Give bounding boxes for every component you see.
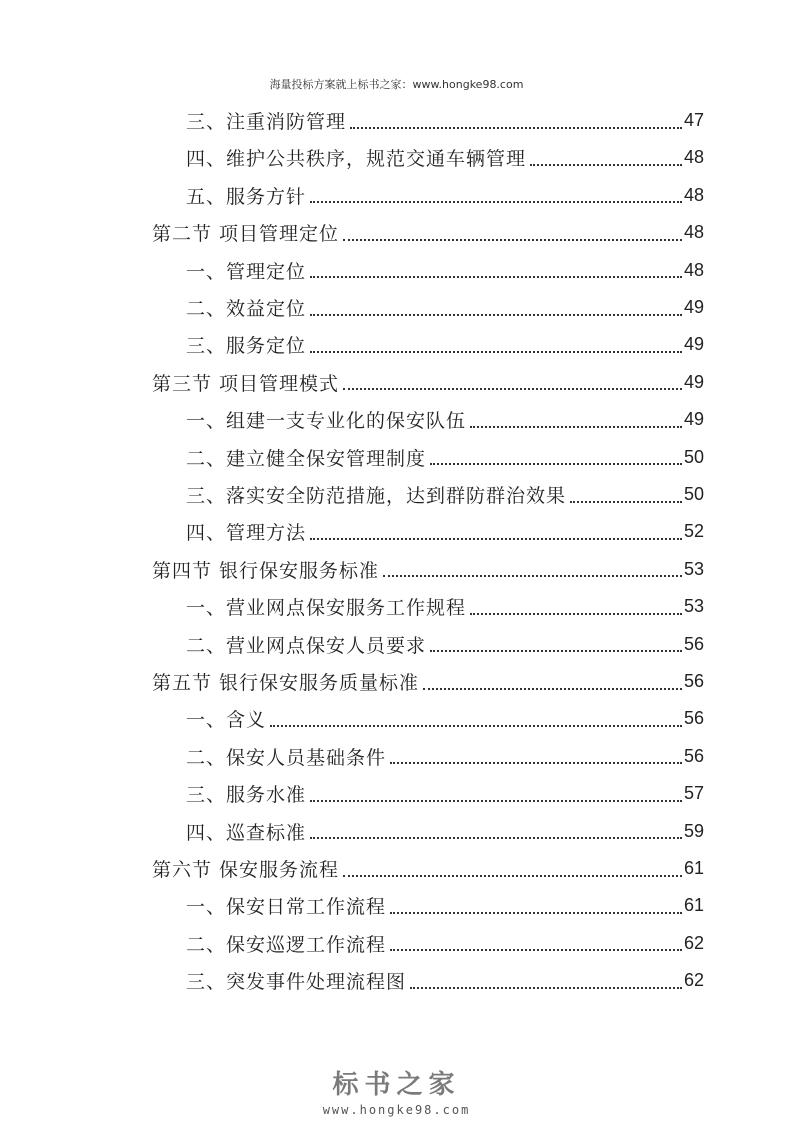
toc-dot-leader [310,341,682,353]
toc-page-number: 48 [683,222,704,243]
toc-dot-leader [430,453,682,465]
toc-entry[interactable] [186,738,704,775]
logo-title: 标书之家 [332,1070,461,1100]
toc-item-label: 一、管理定位 [186,260,307,283]
footer-logo [0,1064,793,1117]
toc-entry[interactable] [186,962,704,999]
toc-entry[interactable] [186,252,704,289]
toc-entry[interactable] [186,626,704,663]
toc-dot-leader [343,865,682,877]
toc-item-label: 一、保安日常工作流程 [186,896,387,919]
toc-dot-leader [470,603,682,615]
toc-entry[interactable] [186,813,704,850]
toc-dot-leader [310,266,682,278]
toc-dot-leader [310,790,682,802]
toc-page-number: 61 [683,895,704,916]
toc-dot-leader [383,565,682,577]
toc-entry[interactable] [186,775,704,812]
toc-dot-leader [350,117,682,129]
toc-item-label: 一、含义 [186,709,267,732]
toc-dot-leader [343,378,682,390]
toc-item-label: 三、落实安全防范措施，达到群防群治效果 [186,485,567,507]
toc-section-label: 第三节 项目管理模式 [152,372,340,395]
toc-dot-leader [310,191,682,203]
toc-page-number: 48 [683,184,704,205]
toc-item-label: 三、突发事件处理流程图 [186,971,407,994]
toc-item-label: 二、保安人员基础条件 [186,746,387,769]
toc-item-label: 二、效益定位 [186,298,307,320]
toc-dot-leader [430,640,682,652]
header-text: 海量投标方案就上标书之家：www.hongke98.com [269,78,524,91]
toc-entry[interactable] [186,289,704,326]
toc-entry[interactable] [186,887,704,924]
toc-item-label: 二、营业网点保安人员要求 [186,634,427,657]
toc-entry[interactable] [186,401,704,438]
toc-dot-leader [390,752,682,764]
toc-page-number: 53 [683,558,704,579]
toc-item-label: 五、服务方针 [186,185,307,208]
toc-dot-leader [423,678,682,690]
toc-entry[interactable] [186,925,704,962]
toc-page-number: 49 [683,297,704,317]
toc-entry[interactable] [152,364,704,401]
toc-entry[interactable] [186,700,704,737]
toc-dot-leader [390,939,682,951]
toc-entry[interactable] [152,214,704,251]
toc-section-label: 第五节 银行保安服务质量标准 [152,672,420,694]
toc-dot-leader [570,491,682,503]
page-header [0,76,793,92]
toc-page-number: 56 [683,745,704,766]
toc-page-number: 59 [683,820,704,841]
toc-item-label: 三、服务水准 [186,784,307,807]
toc-section-label: 第二节 项目管理定位 [152,223,340,246]
toc-dot-leader [270,715,682,727]
toc-item-label: 二、保安巡逻工作流程 [186,933,387,956]
toc-page-number: 57 [683,783,704,804]
toc-entry[interactable] [186,102,704,139]
toc-page-number: 56 [683,708,704,729]
toc-page-number: 48 [683,147,704,168]
toc-dot-leader [310,304,682,316]
toc-page-number: 49 [683,371,704,392]
toc-page-number: 50 [683,484,704,504]
toc-dot-leader [310,827,682,839]
toc-section-label: 第四节 银行保安服务标准 [152,559,380,582]
toc-page-number: 52 [683,521,704,542]
toc-page-number: 62 [683,932,704,953]
toc-item-label: 三、注重消防管理 [186,111,347,133]
toc-entry[interactable] [186,177,704,214]
toc-item-label: 四、管理方法 [186,522,307,545]
toc-page-number: 61 [683,858,704,878]
toc-dot-leader [390,902,682,914]
toc-entry[interactable] [152,551,704,588]
toc-page-number: 62 [683,970,704,991]
toc-entry[interactable] [186,513,704,550]
toc-dot-leader [310,528,682,540]
toc-entry[interactable] [186,476,704,513]
toc-entry[interactable] [186,439,704,476]
toc-dot-leader [470,416,682,428]
toc-page-number: 56 [683,671,704,691]
toc-item-label: 三、服务定位 [186,335,307,358]
toc-dot-leader [343,229,682,241]
toc-dot-leader [530,154,682,166]
toc-dot-leader [410,977,682,989]
logo-url: www.hongke98.com [322,1103,471,1117]
toc-section-label: 第六节 保安服务流程 [152,859,340,881]
toc-item-label: 一、组建一支专业化的保安队伍 [186,410,467,433]
toc-entry[interactable] [186,588,704,625]
toc-item-label: 四、巡查标准 [186,821,307,844]
toc-page-number: 49 [683,409,704,430]
toc-page-number: 56 [683,633,704,654]
toc-page-number: 49 [683,334,704,355]
toc-entry[interactable] [152,850,704,887]
toc-page-number: 50 [683,446,704,467]
toc-entry[interactable] [152,663,704,700]
toc-item-label: 二、建立健全保安管理制度 [186,447,427,470]
toc-entry[interactable] [186,326,704,363]
toc-page-number: 47 [683,110,704,130]
toc-item-label: 四、维护公共秩序，规范交通车辆管理 [186,148,527,171]
toc-page-number: 53 [683,596,704,617]
toc-entry[interactable] [186,139,704,176]
toc-item-label: 一、营业网点保安服务工作规程 [186,597,467,620]
toc-page-number: 48 [683,259,704,280]
